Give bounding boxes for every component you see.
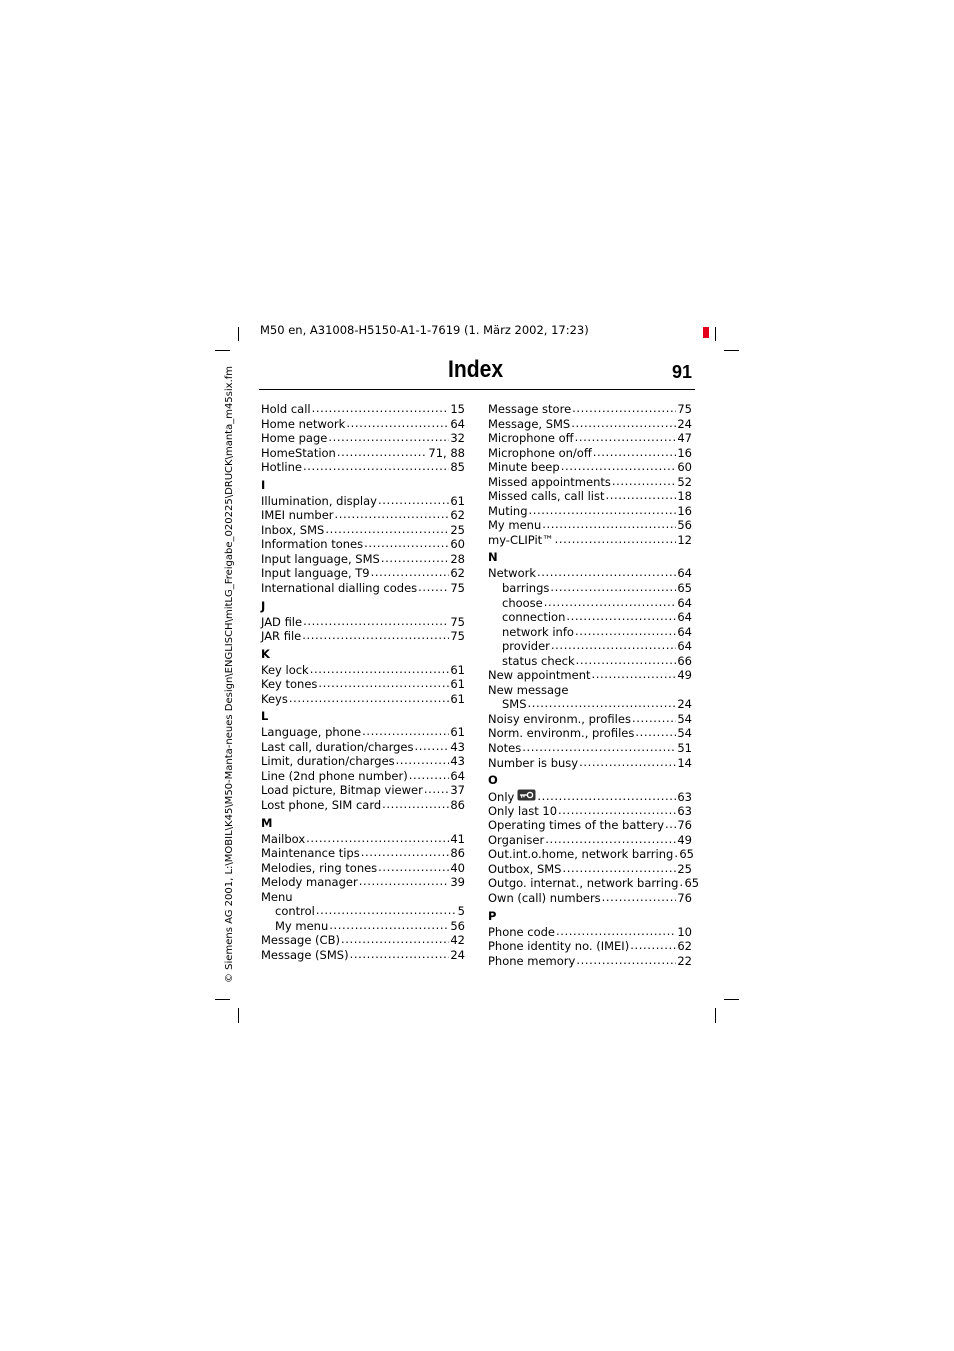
crop-mark (715, 1008, 716, 1023)
entry-label: Noisy environm., profiles (488, 711, 631, 726)
entry-label: IMEI number (261, 508, 334, 523)
index-subentry (488, 654, 692, 669)
entry-label: JAR file (261, 629, 302, 644)
entry-page-number: 24 (450, 947, 465, 962)
entry-label: SMS (502, 697, 527, 712)
index-entry (261, 446, 465, 461)
index-subentry (488, 581, 692, 596)
entry-page-number: 60 (450, 537, 465, 552)
index-entry (488, 518, 692, 533)
leader-dots (545, 832, 676, 847)
entry-page-number: 63 (677, 790, 692, 805)
entry-page-number: 14 (677, 755, 692, 770)
index-entry (261, 615, 465, 630)
index-letter-heading: M (261, 815, 273, 830)
entry-page-number: 24 (677, 416, 692, 431)
entry-page-number: 76 (677, 818, 692, 833)
entry-page-number: 62 (677, 939, 692, 954)
index-entry (261, 832, 465, 847)
leader-dots (364, 536, 449, 551)
entry-label: Network (488, 566, 537, 581)
leader-dots (409, 768, 450, 783)
index-entry (488, 876, 700, 891)
index-entry (488, 741, 692, 756)
leader-dots (575, 624, 676, 639)
index-entry (488, 726, 692, 741)
index-entry (261, 523, 465, 538)
index-entry (488, 402, 692, 417)
leader-dots (318, 676, 449, 691)
leader-dots (537, 565, 676, 580)
leader-dots (346, 416, 449, 431)
entry-label: choose (502, 595, 543, 610)
index-letter-heading: J (261, 598, 266, 613)
leader-dots (575, 430, 677, 445)
entry-label: my-CLIPit™ (488, 532, 554, 547)
page-number: 91 (671, 362, 692, 382)
index-subentry (488, 610, 692, 625)
crop-mark (238, 1008, 239, 1023)
entry-label: HomeStation (261, 445, 336, 460)
entry-label: Only last 10 (488, 803, 558, 818)
leader-dots (337, 445, 428, 460)
entry-page-number: 24 (677, 697, 692, 712)
entry-label: Outgo. internat., network barring (488, 876, 679, 891)
leader-dots (312, 401, 450, 416)
index-entry (488, 833, 692, 848)
index-entry (261, 725, 465, 740)
index-entry (261, 769, 465, 784)
entry-page-number: 12 (677, 532, 692, 547)
index-letter-heading: I (261, 477, 266, 492)
index-letter-heading: O (488, 773, 498, 788)
crop-mark (215, 350, 230, 351)
leader-dots (328, 430, 449, 445)
entry-label: control (275, 904, 315, 919)
leader-dots (382, 797, 449, 812)
entry-page-number: 25 (677, 861, 692, 876)
leader-dots (306, 831, 449, 846)
crop-mark (715, 327, 716, 341)
index-entry (261, 566, 465, 581)
entry-label: Phone code (488, 924, 556, 939)
entry-label: Illumination, display (261, 493, 377, 508)
index-entry (488, 475, 692, 490)
entry-page-number: 61 (450, 725, 465, 740)
leader-dots (566, 609, 676, 624)
entry-label: Line (2nd phone number) (261, 768, 408, 783)
leader-dots (544, 595, 677, 610)
entry-label: Message (SMS) (261, 947, 349, 962)
entry-page-number: 49 (677, 668, 692, 683)
index-entry (261, 629, 465, 644)
entry-page-number: 22 (677, 953, 692, 968)
index-entry (261, 783, 465, 798)
entry-page-number: 54 (677, 726, 692, 741)
entry-label: Information tones (261, 537, 364, 552)
entry-label: New message (488, 682, 569, 697)
entry-page-number: 64 (677, 610, 692, 625)
index-entry (488, 712, 692, 727)
leader-dots (665, 817, 676, 832)
leader-dots (537, 789, 676, 804)
entry-page-number: 75 (450, 581, 465, 596)
entry-label: Last call, duration/charges (261, 739, 414, 754)
print-header: M50 en, A31008-H5150-A1-1-7619 (1. März 2002, 17:23) (260, 323, 589, 337)
index-entry (261, 677, 465, 692)
leader-dots (572, 401, 676, 416)
entry-label: Home page (261, 431, 328, 446)
leader-dots (558, 803, 676, 818)
entry-label: New appointment (488, 668, 591, 683)
entry-label: Organiser (488, 832, 545, 847)
leader-dots (606, 488, 677, 503)
entry-page-number: 63 (677, 803, 692, 818)
index-entry (488, 446, 692, 461)
entry-label: Missed appointments (488, 474, 611, 489)
entry-label: Notes (488, 741, 522, 756)
index-column-left (261, 402, 465, 963)
entry-page-number: 10 (677, 924, 692, 939)
leader-dots (325, 522, 449, 537)
entry-page-number: 75 (677, 402, 692, 416)
index-subentry (488, 596, 692, 611)
entry-label: Input language, T9 (261, 566, 370, 581)
leader-dots (602, 890, 677, 905)
entry-label: Limit, duration/charges (261, 754, 395, 769)
leader-dots (551, 638, 676, 653)
leader-dots (418, 580, 449, 595)
leader-dots (635, 725, 676, 740)
entry-label: Key lock (261, 662, 309, 677)
leader-dots (378, 493, 449, 508)
leader-dots (550, 580, 676, 595)
index-entry (261, 537, 465, 552)
index-entry (261, 431, 465, 446)
entry-label: Phone identity no. (IMEI) (488, 939, 630, 954)
entry-label: Missed calls, call list (488, 489, 605, 504)
entry-page-number: 65 (677, 581, 692, 596)
entry-label: Hotline (261, 460, 302, 475)
entry-label: My menu (488, 518, 542, 533)
index-entry (488, 925, 692, 940)
leader-dots (529, 503, 677, 518)
entry-page-number: 16 (677, 503, 692, 518)
index-column-right (488, 402, 700, 968)
index-entry (488, 789, 692, 804)
leader-dots (396, 753, 450, 768)
entry-page-number: 86 (450, 846, 465, 861)
index-entry (261, 890, 465, 905)
crop-mark (724, 350, 739, 351)
entry-page-number: 60 (677, 460, 692, 475)
leader-dots (674, 846, 678, 861)
entry-page-number: 64 (450, 768, 465, 783)
index-entry (488, 566, 692, 581)
index-subentry (261, 919, 465, 934)
entry-page-number: 47 (677, 431, 692, 446)
index-entry (488, 489, 692, 504)
entry-page-number: 64 (677, 595, 692, 610)
entry-page-number: 39 (450, 875, 465, 890)
file-path-text: © Siemens AG 2001, L:\MOBIL\K45\M50-Manta-neues Design\ENGLISCH\mitLG_Freigabe_020225\DRUCK\manta_m45six.fm (224, 365, 235, 983)
entry-page-number: 16 (677, 445, 692, 460)
entry-label: Hold call (261, 402, 311, 416)
entry-label: Microphone off (488, 431, 574, 446)
entry-label: Melodies, ring tones (261, 860, 378, 875)
entry-label: Out.int.o.home, network barring (488, 847, 674, 862)
index-entry (261, 581, 465, 596)
entry-label: Lost phone, SIM card (261, 798, 382, 813)
entry-label: Message, SMS (488, 416, 571, 431)
leader-dots (359, 874, 450, 889)
index-entry (488, 460, 692, 475)
index-entry (261, 875, 465, 890)
index-entry (261, 798, 465, 813)
entry-page-number: 61 (450, 691, 465, 706)
index-letter-heading: P (488, 908, 497, 923)
entry-label: Message store (488, 402, 572, 416)
entry-page-number: 43 (450, 754, 465, 769)
index-entry (261, 460, 465, 475)
entry-page-number: 64 (677, 624, 692, 639)
entry-page-number: 71, 88 (428, 445, 465, 460)
leader-dots (576, 653, 677, 668)
index-entry (488, 818, 692, 833)
entry-label: Menu (261, 889, 293, 904)
entry-page-number: 43 (450, 739, 465, 754)
crop-mark (238, 327, 239, 341)
entry-label: Home network (261, 416, 346, 431)
entry-page-number: 28 (450, 551, 465, 566)
entry-page-number: 65 (684, 876, 700, 891)
entry-page-number: 15 (450, 402, 465, 416)
entry-label: Number is busy (488, 755, 579, 770)
entry-label: Maintenance tips (261, 846, 360, 861)
index-entry (261, 933, 465, 948)
leader-dots (561, 459, 677, 474)
entry-label: Message (CB) (261, 933, 340, 948)
leader-dots (542, 517, 676, 532)
entry-page-number: 64 (677, 566, 692, 581)
entry-label: status check (502, 653, 575, 668)
entry-label: International dialling codes (261, 581, 418, 596)
entry-label: Microphone on/off (488, 445, 592, 460)
leader-dots (679, 875, 683, 890)
index-entry (488, 533, 692, 548)
leader-dots (424, 782, 450, 797)
index-subentry (488, 697, 692, 712)
entry-label: Muting (488, 503, 528, 518)
entry-page-number: 76 (677, 890, 692, 905)
leader-dots (335, 507, 450, 522)
index-subentry (488, 639, 692, 654)
index-entry (261, 508, 465, 523)
entry-page-number: 49 (677, 832, 692, 847)
leader-dots (381, 551, 450, 566)
leader-dots (571, 416, 676, 431)
leader-dots (612, 474, 676, 489)
index-letter-heading: N (488, 550, 498, 565)
entry-label: Norm. environm., profiles (488, 726, 635, 741)
index-entry (488, 504, 692, 519)
entry-page-number: 52 (677, 474, 692, 489)
entry-page-number: 56 (677, 518, 692, 533)
entry-page-number: 32 (450, 431, 465, 446)
index-entry (261, 948, 465, 963)
leader-dots (303, 614, 449, 629)
leader-dots (555, 532, 677, 547)
entry-page-number: 64 (450, 416, 465, 431)
entry-page-number: 40 (450, 860, 465, 875)
entry-page-number: 75 (450, 614, 465, 629)
entry-label: JAD file (261, 614, 303, 629)
index-entry (261, 663, 465, 678)
index-entry (261, 754, 465, 769)
entry-label: Load picture, Bitmap viewer (261, 783, 423, 798)
leader-dots (362, 724, 449, 739)
entry-page-number: 65 (679, 847, 694, 862)
page-title: Index (448, 356, 504, 383)
entry-page-number: 56 (450, 918, 465, 933)
entry-page-number: 86 (450, 798, 465, 813)
index-entry (488, 862, 692, 877)
leader-dots (562, 861, 676, 876)
entry-page-number: 5 (457, 904, 465, 919)
leader-dots (341, 932, 449, 947)
leader-dots (415, 739, 450, 754)
leader-dots (302, 628, 449, 643)
entry-label: Phone memory (488, 953, 576, 968)
entry-label: Melody manager (261, 875, 358, 890)
entry-page-number: 62 (450, 508, 465, 523)
leader-dots (303, 459, 449, 474)
entry-label: barrings (502, 581, 550, 596)
leader-dots (350, 947, 450, 962)
index-entry (488, 847, 692, 862)
entry-label: Inbox, SMS (261, 522, 325, 537)
index-entry (488, 804, 692, 819)
color-mark (703, 327, 709, 338)
leader-dots (592, 667, 677, 682)
index-letter-heading: K (261, 646, 270, 661)
leader-dots (522, 740, 676, 755)
leader-dots (310, 662, 450, 677)
leader-dots (576, 953, 676, 968)
entry-page-number: 54 (677, 711, 692, 726)
index-entry (488, 417, 692, 432)
entry-label: Only (488, 790, 515, 805)
entry-page-number: 37 (450, 783, 465, 798)
entry-page-number: 85 (450, 460, 465, 475)
leader-dots (371, 565, 450, 580)
index-entry (261, 402, 465, 417)
entry-page-number: 62 (450, 566, 465, 581)
index-subentry (488, 625, 692, 640)
entry-label: Outbox, SMS (488, 861, 562, 876)
leader-dots (289, 691, 450, 706)
key-lock-icon (517, 789, 536, 801)
index-entry (488, 668, 692, 683)
index-entry (261, 692, 465, 707)
index-subentry (261, 904, 465, 919)
index-entry (488, 939, 692, 954)
entry-label: Mailbox (261, 831, 306, 846)
index-entry (261, 846, 465, 861)
index-entry (261, 494, 465, 509)
entry-label: Language, phone (261, 725, 362, 740)
leader-dots (556, 924, 676, 939)
leader-dots (630, 938, 676, 953)
entry-label: My menu (275, 918, 329, 933)
leader-dots (528, 696, 677, 711)
leader-dots (361, 845, 450, 860)
crop-mark (724, 999, 739, 1000)
crop-mark (215, 999, 230, 1000)
entry-label: Minute beep (488, 460, 560, 475)
entry-page-number: 25 (450, 522, 465, 537)
entry-label: provider (502, 639, 550, 654)
leader-dots (378, 860, 449, 875)
index-entry (261, 417, 465, 432)
entry-page-number: 61 (450, 493, 465, 508)
entry-page-number: 64 (677, 639, 692, 654)
leader-dots (316, 903, 457, 918)
leader-dots (632, 711, 676, 726)
entry-page-number: 66 (677, 653, 692, 668)
entry-label: network info (502, 624, 574, 639)
entry-page-number: 61 (450, 677, 465, 692)
entry-page-number: 41 (450, 831, 465, 846)
index-letter-heading: L (261, 709, 269, 724)
entry-label: Key tones (261, 677, 318, 692)
leader-dots (329, 918, 449, 933)
index-entry (488, 756, 692, 771)
title-rule (259, 389, 695, 390)
index-entry (488, 683, 692, 698)
entry-label: Input language, SMS (261, 551, 380, 566)
entry-label: Own (call) numbers (488, 890, 601, 905)
index-entry (488, 891, 692, 906)
index-entry (488, 954, 692, 969)
entry-page-number: 51 (677, 741, 692, 756)
leader-dots (593, 445, 677, 460)
entry-page-number: 42 (450, 933, 465, 948)
index-entry (261, 552, 465, 567)
entry-page-number: 18 (677, 489, 692, 504)
entry-label: connection (502, 610, 566, 625)
entry-label: Keys (261, 691, 288, 706)
leader-dots (579, 755, 676, 770)
entry-label: Operating times of the battery (488, 818, 665, 833)
entry-page-number: 75 (450, 629, 465, 644)
index-entry (261, 740, 465, 755)
index-entry (261, 861, 465, 876)
entry-page-number: 61 (450, 662, 465, 677)
index-entry (488, 431, 692, 446)
